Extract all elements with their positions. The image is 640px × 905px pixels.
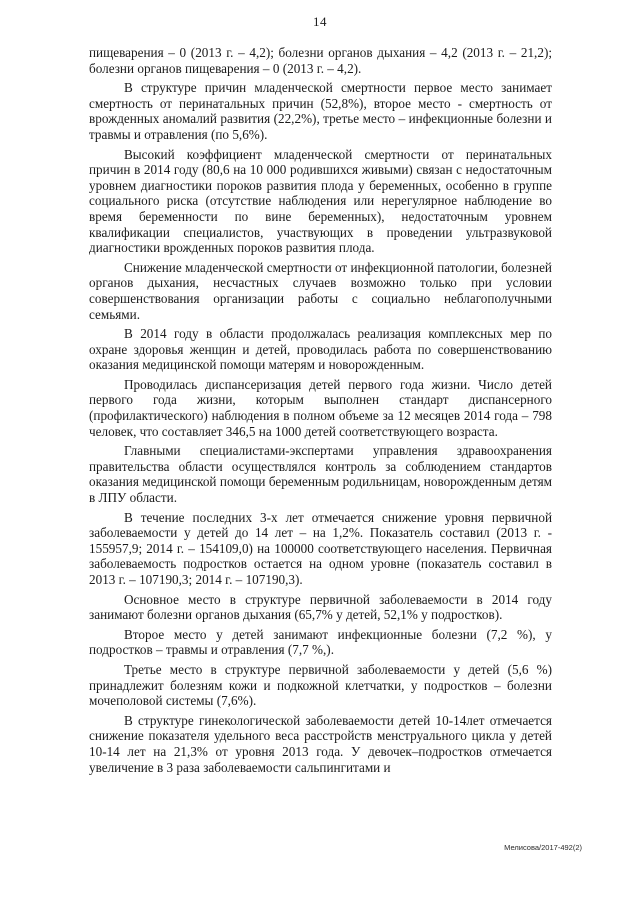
document-stamp: Мелисова/2017-492(2) — [504, 843, 582, 852]
page-number: 14 — [313, 14, 327, 29]
paragraph: В структуре гинекологической заболеваемости детей 10-14лет отмечается снижение показателя удельного веса расстройств менструального цикла у детей 10-14 лет на 21,3% от уровня 2013 года. У девочек–подростков отмечается увеличение в 3 раза заболеваемости сальпингитами и — [89, 712, 552, 775]
paragraph: Высокий коэффициент младенческой смертности от перинатальных причин в 2014 году (80,6 на 10 000 родившихся живыми) связан с недостаточным уровнем диагностики пороков развития плода у беременных, особенно в группе социального риска (отсутствие наблюдения или нерегулярное наблюдение во время беременности по вине беременных), недостаточным уровнем квалификации специалистов, участвующих в проведении ультразвуковой диагностики врожденных пороков развития плода. — [89, 146, 552, 256]
paragraph: Третье место в структуре первичной заболеваемости у детей (5,6 %) принадлежит болезням кожи и подкожной клетчатки, у подростков – болезни мочеполовой системы (7,6%). — [89, 661, 552, 709]
paragraph: пищеварения – 0 (2013 г. – 4,2); болезни органов дыхания – 4,2 (2013 г. – 21,2); болезни органов пищеварения – 0 (2013 г. – 4,2). — [89, 45, 552, 76]
paragraph: В 2014 году в области продолжалась реализация комплексных мер по охране здоровья женщин и детей, проводилась работа по совершенствованию оказания медицинской помощи матерям и новорожденным. — [89, 326, 552, 373]
paragraph: В течение последних 3-х лет отмечается снижение уровня первичной заболеваемости у детей до 14 лет – на 1,2%. Показатель составил (2013 г. - 155957,9; 2014 г. – 154109,0) на 100000 соответствующего населения. Первичная заболеваемость подростков остается на одном уровне (показатель составил в 2013 г. – 107190,3; 2014 г. – 107190,3). — [89, 509, 552, 587]
paragraph: Второе место у детей занимают инфекционные болезни (7,2 %), у подростков – травмы и отравления (7,7 %,). — [89, 626, 552, 658]
paragraph: Основное место в структуре первичной заболеваемости в 2014 году занимают болезни органов дыхания (65,7% у детей, 52,1% у подростков). — [89, 591, 552, 623]
paragraph: Главными специалистами-экспертами управления здравоохранения правительства области осуществлялся контроль за соблюдением стандартов оказания медицинской помощи беременным родильницам, новорожденным детям в ЛПУ области. — [89, 443, 552, 506]
paragraph: Проводилась диспансеризация детей первого года жизни. Число детей первого года жизни, которым выполнен стандарт диспансерного (профилактического) наблюдения в полном объеме за 12 месяцев 2014 года – 798 человек, что составляет 346,5 на 1000 детей соответствующего возраста. — [89, 376, 552, 439]
paragraph: Снижение младенческой смертности от инфекционной патологии, болезней органов дыхания, несчастных случаев возможно только при условии совершенствования организации работы с социально неблагополучными семьями. — [89, 259, 552, 322]
paragraph: В структуре причин младенческой смертности первое место занимает смертность от перинатальных причин (52,8%), второе место - смертность от врожденных аномалий развития (22,2%), третье место – инфекционные болезни и травмы и отравления (по 5,6%). — [89, 80, 552, 142]
body-text — [89, 45, 552, 779]
